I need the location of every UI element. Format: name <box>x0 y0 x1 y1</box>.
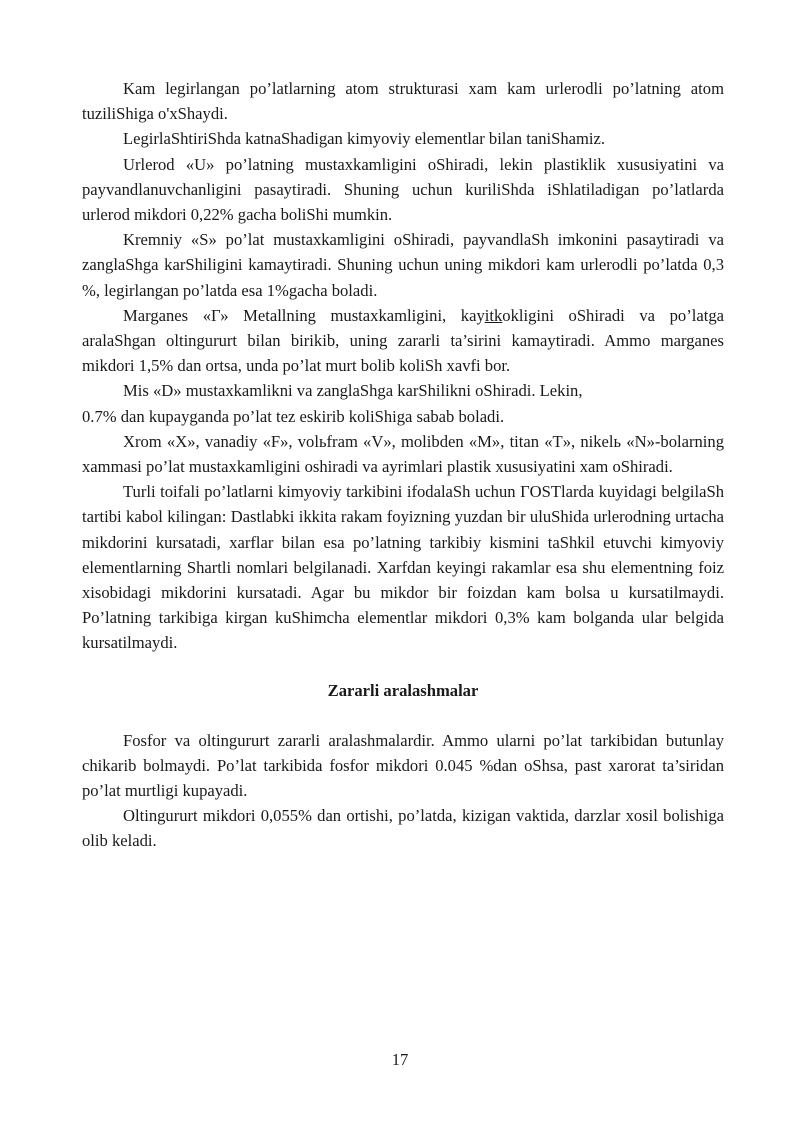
paragraph-alloying-metals: Xrom «X», vanadiy «F», volьfram «V», molibden «M», titan «T», nikelь «N»-bolarning xammasi po’lat mustaxkamligini oshiradi va ayrimlari plastik xususiyatini xam oShiradi. <box>82 431 724 477</box>
paragraph-sulfur-cracks: Oltingururt mikdori 0,055% dan ortishi, po’latda, kizigan vaktida, darzlar xosil bolishiga olib keladi. <box>82 806 724 851</box>
paragraph-atom-structure: Kam legirlangan po’latlarning atom strukturasi xam kam urlerodli po’latning atom tuziliShiga o'xShaydi. <box>82 79 724 124</box>
paragraph-copper-line-1: Mis «D» mustaxkamlikni va zanglaShga karShilikni oShiradi. Lekin, <box>123 381 583 401</box>
manganese-underlined-text: itk <box>484 305 503 325</box>
paragraph-phosphorus-sulfur: Fosfor va oltingururt zararli aralashmalardir. Ammo ularni po’lat tarkibidan butunlay chikarib bolmaydi. Po’lat tarkibida fosfor mikdori 0.045 %dan oShsa, past xarorat ta’siridan po’lat murtligi kupayadi. <box>82 730 724 801</box>
page-number: 17 <box>391 1050 409 1069</box>
section-heading: Zararli aralashmalar <box>327 680 479 700</box>
paragraph-carbon: Urlerod «U» po’latning mustaxkamligini oShiradi, lekin plastiklik xususiyatini va payvandlanuvchanligini pasaytiradi. Shuning uchun kuriliShda iShlatiladigan po’latlarda urlerod mikdori 0,22% gacha boliShi mumkin. <box>82 154 724 225</box>
paragraph-elements-intro: LegirlaShtiriShda katnaShadigan kimyoviy elementlar bilan taniShamiz. <box>123 129 606 149</box>
document-page <box>82 76 724 854</box>
paragraph-manganese <box>82 303 724 379</box>
paragraph-gost-marking: Turli toifali po’latlarni kimyoviy tarkibini ifodalaSh uchun ГOSTlarda kuyidagi belgilaSh tartibi kabol kilingan: Dastlabki ikkita rakam foyizning yuzdan bir uluShida urlerodning urtacha mikdorini kursatadi, xarflar bilan esa po’latning tarkibiy kismini taShkil etuvchi kimyoviy elementlarning Shartli nomlari belgilanadi. Xarfdan keyingi rakamlar esa shu elementning foiz xisobidagi mikdorini kursatadi. Agar bu mikdor bir foizdan kam bolsa u kursatilmaydi. Po’latning tarkibiga kirgan kuShimcha elementlar mikdori 0,3% kam bolganda ular belgida kursatilmaydi. <box>82 482 724 653</box>
paragraph-silicon: Kremniy «S» po’lat mustaxkamligini oShiradi, payvandlaSh imkonini pasaytiradi va zanglaShga karShiligini kamaytiradi. Shuning uchun uning mikdori kam urlerodli po’latda 0,3 %, legirlangan po’latda esa 1%gacha boladi. <box>82 230 724 300</box>
manganese-text-start: Marganes «Г» Metallning mustaxkamligini, kay <box>123 305 485 325</box>
paragraph-copper-line-2: 0.7% dan kupayganda po’lat tez eskirib koliShiga sabab boladi. <box>82 406 505 426</box>
manganese-text-end: okligini oShiradi va po’latga aralaShgan oltingururt bilan birikib, uning zararli ta’sirini kamaytiradi. Ammo marganes mikdori 1,5% dan ortsa, unda po’lat murt bolib koliSh xavfi bor. <box>82 305 724 376</box>
